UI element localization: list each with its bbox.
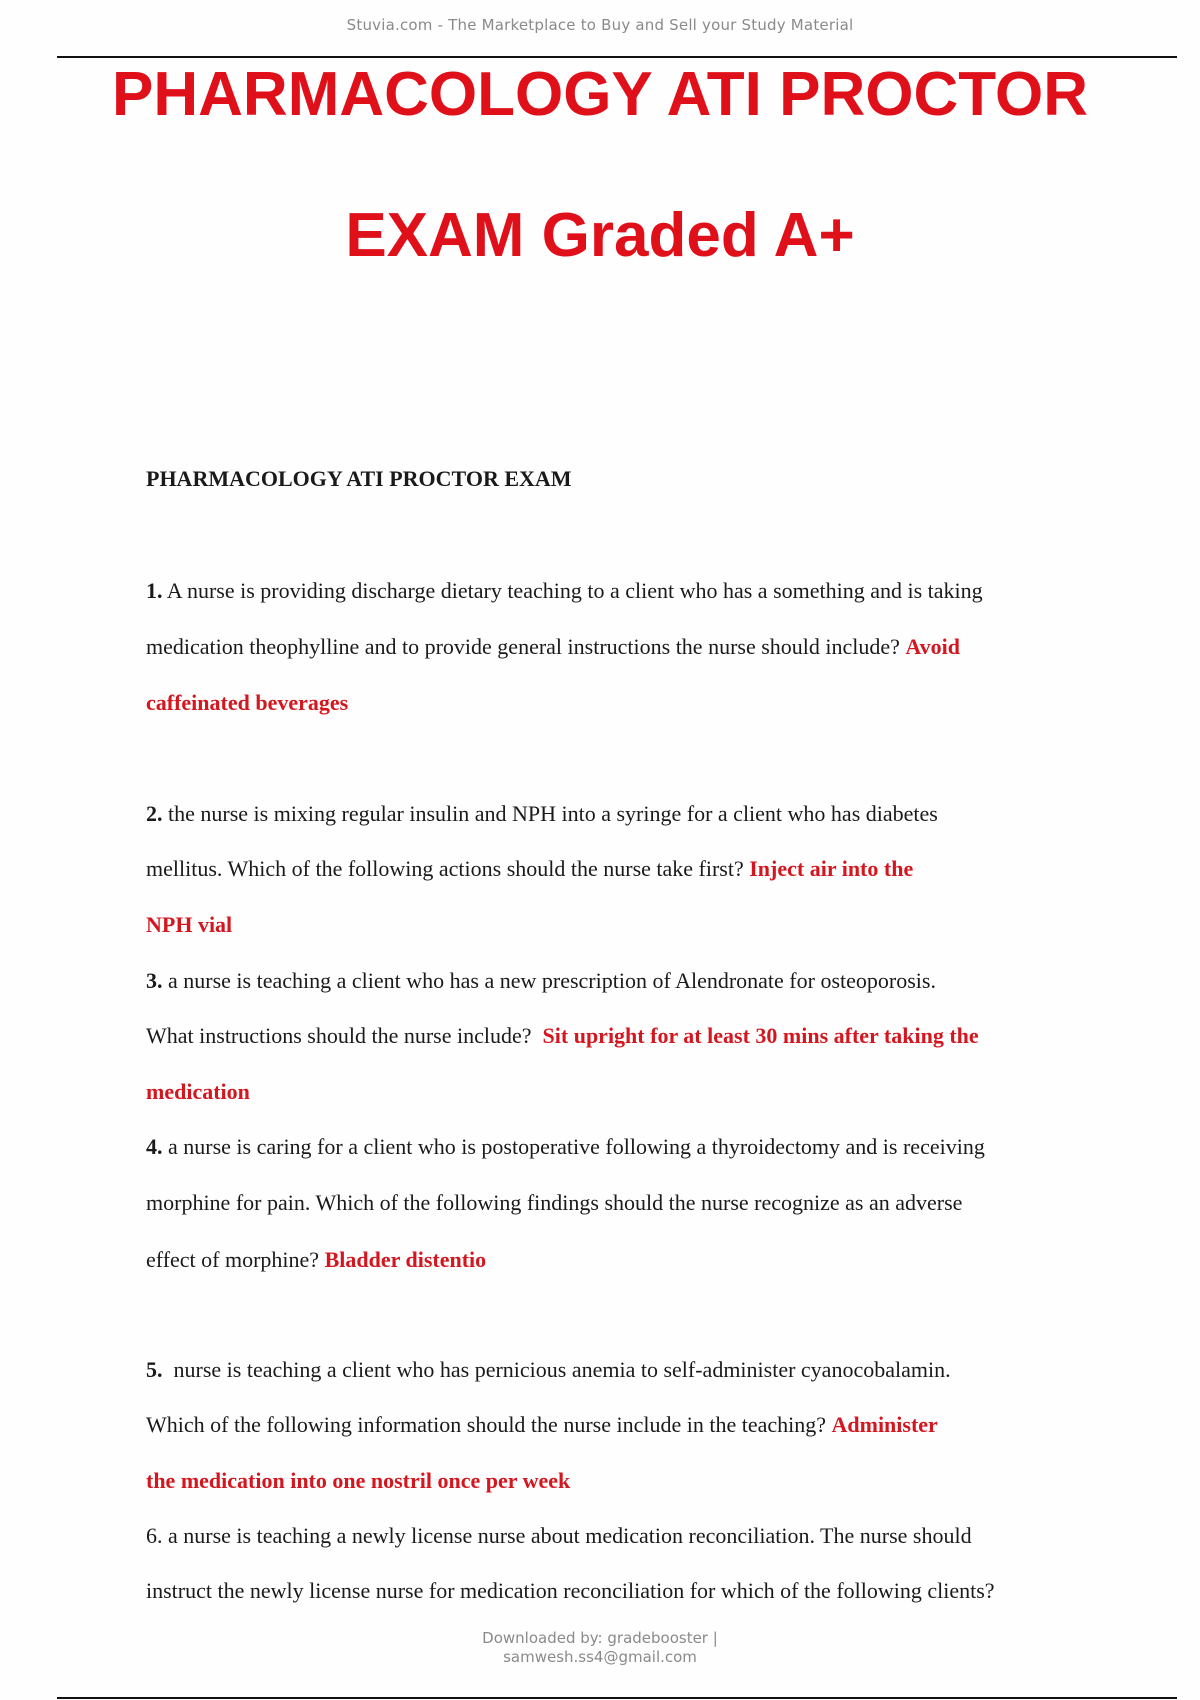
question-4-text-3: effect of morphine?	[146, 1247, 320, 1272]
document-title-line-2: EXAM Graded A+	[345, 201, 855, 270]
question-1-answer-2: caffeinated beverages	[146, 690, 349, 715]
question-3-text-1: a nurse is teaching a client who has a new prescription of Alendronate for osteoporosis.	[168, 968, 936, 993]
question-6-text-2: instruct the newly license nurse for medication reconciliation for which of the following clients?	[146, 1578, 995, 1603]
question-4-text-2: morphine for pain. Which of the following findings should the nurse recognize as an adverse	[146, 1190, 963, 1215]
question-3-number: 3.	[146, 968, 163, 993]
question-1-line-3	[146, 690, 348, 716]
question-6-line-1	[146, 1523, 972, 1549]
question-4-answer-1: Bladder distentio	[324, 1247, 487, 1272]
question-2-text-2: mellitus. Which of the following actions should the nurse take first?	[146, 856, 744, 881]
question-2-number: 2.	[146, 801, 163, 826]
question-2-text-1: the nurse is mixing regular insulin and NPH into a syringe for a client who has diabetes	[168, 801, 938, 826]
question-4-number: 4.	[146, 1134, 163, 1159]
question-2-line-1	[146, 801, 938, 827]
question-4-line-3	[146, 1247, 486, 1273]
bottom-divider	[57, 1697, 1177, 1699]
question-3-text-2: What instructions should the nurse include?	[146, 1023, 532, 1048]
question-3-line-3	[146, 1079, 250, 1105]
question-6-number: 6.	[146, 1523, 163, 1548]
question-2-answer-2: NPH vial	[146, 912, 233, 937]
question-1-line-2	[146, 634, 960, 660]
question-4-line-1	[146, 1134, 985, 1160]
question-2-line-3	[146, 912, 232, 938]
question-5-line-1	[146, 1357, 951, 1383]
question-6-line-2	[146, 1578, 995, 1604]
question-4-line-2	[146, 1190, 962, 1216]
question-3-answer-2: medication	[146, 1079, 250, 1104]
question-2-answer-1: Inject air into the	[749, 856, 914, 881]
question-5-number: 5.	[146, 1357, 163, 1382]
question-5-answer-2: the medication into one nostril once per week	[146, 1468, 571, 1493]
footer-downloaded-by: Downloaded by: gradebooster |	[482, 1629, 718, 1647]
question-5-text-1: nurse is teaching a client who has pernicious anemia to self-administer cyanocobalamin.	[173, 1357, 951, 1382]
document-title-line-1: PHARMACOLOGY ATI PROCTOR	[112, 60, 1088, 129]
top-divider	[57, 56, 1177, 58]
question-6-text-1: a nurse is teaching a newly license nurse about medication reconciliation. The nurse should	[168, 1523, 972, 1548]
question-4-text-1: a nurse is caring for a client who is postoperative following a thyroidectomy and is receiving	[168, 1134, 985, 1159]
stuvia-header-note: Stuvia.com - The Marketplace to Buy and Sell your Study Material	[346, 16, 854, 34]
question-3-line-2	[146, 1023, 979, 1049]
question-1-answer-1: Avoid	[905, 634, 961, 659]
question-3-answer-1: Sit upright for at least 30 mins after taking the	[542, 1023, 979, 1048]
download-footer	[0, 1629, 1200, 1667]
question-1-number: 1.	[146, 578, 163, 603]
question-5-answer-1: Administer	[831, 1412, 938, 1437]
question-1-text-2: medication theophylline and to provide general instructions the nurse should include?	[146, 634, 900, 659]
question-5-text-2: Which of the following information should the nurse include in the teaching?	[146, 1412, 826, 1437]
footer-email: samwesh.ss4@gmail.com	[503, 1648, 697, 1666]
question-1-line-1	[146, 578, 983, 604]
section-heading: PHARMACOLOGY ATI PROCTOR EXAM	[146, 466, 572, 491]
question-3-line-1	[146, 968, 936, 994]
question-5-line-2	[146, 1412, 938, 1438]
question-2-line-2	[146, 856, 913, 882]
question-5-line-3	[146, 1468, 570, 1494]
question-1-text-1: A nurse is providing discharge dietary teaching to a client who has a something and is taking	[166, 578, 983, 603]
